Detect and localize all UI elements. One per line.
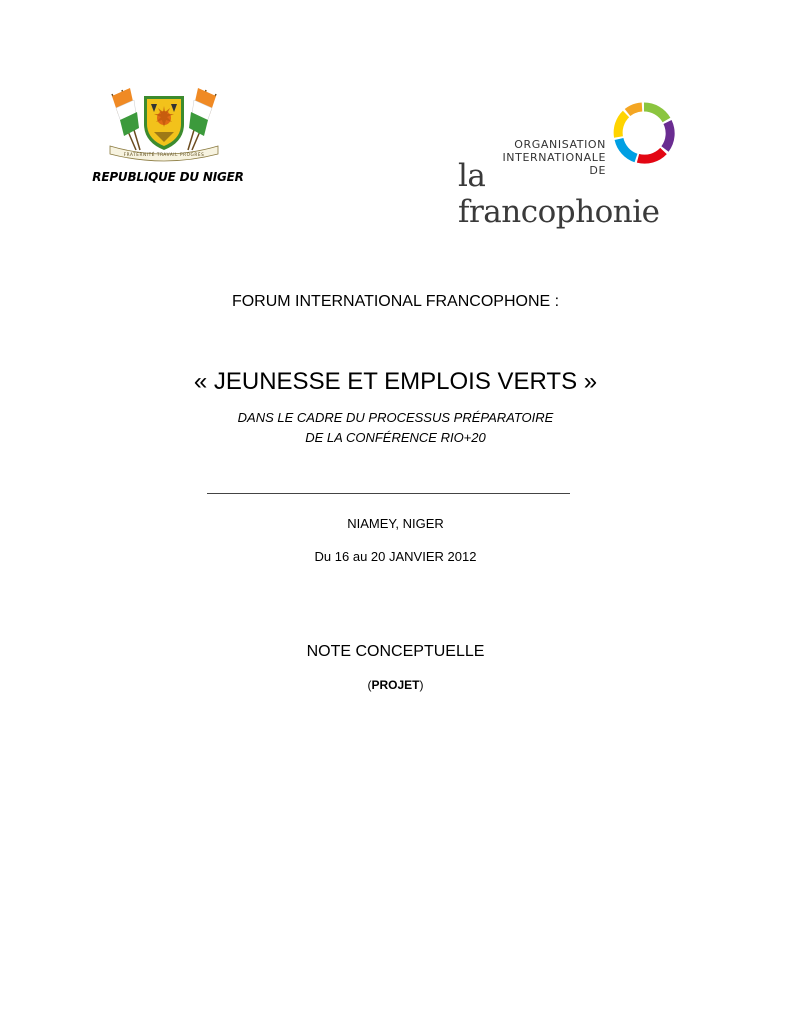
forum-title: FORUM INTERNATIONAL FRANCOPHONE : [231,293,560,310]
subtitle-line-1: DANS LE CADRE DU PROCESSUS PRÉPARATOIRE [237,410,554,425]
subtitle-line-2: DE LA CONFÉRENCE RIO+20 [305,430,486,445]
draft-close-paren: ) [419,678,424,692]
flags-left [112,88,140,150]
oif-logo-line1: ORGANISATION [514,138,606,151]
draft-word: PROJET [371,678,420,692]
oif-logo-name: la francophonie [458,158,660,230]
location: NIAMEY, NIGER [347,516,444,531]
note-title: NOTE CONCEPTUELLE [306,643,485,660]
svg-text:FRATERNITÉ TRAVAIL PROGRÈS: FRATERNITÉ TRAVAIL PROGRÈS [123,152,205,157]
flags-right [188,88,216,150]
event-dates: Du 16 au 20 JANVIER 2012 [314,549,477,564]
main-title: « JEUNESSE ET EMPLOIS VERTS » [193,368,598,395]
niger-coat-of-arms-icon [104,84,224,164]
country-label: REPUBLIQUE DU NIGER [92,170,244,184]
oif-logo-line2: INTERNATIONALE DE [502,151,606,177]
shield [144,96,184,150]
draft-open-paren: ( [367,678,372,692]
francophonie-ring-icon [612,101,676,165]
draft-label [0,678,791,692]
horizontal-divider [207,493,570,494]
